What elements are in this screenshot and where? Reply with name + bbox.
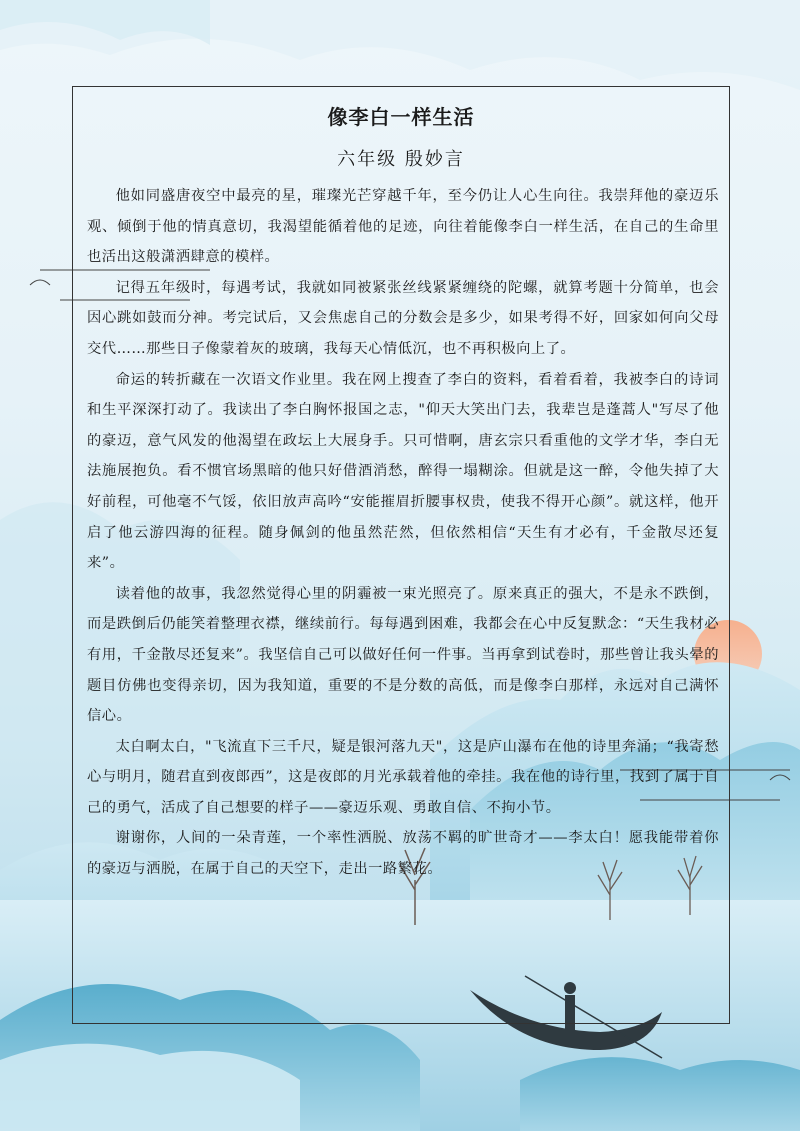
paragraph: 记得五年级时，每遇考试，我就如同被紧张丝线紧紧缠绕的陀螺，就算考题十分简单，也会因心跳如鼓而分神。考完试后，又会焦虑自己的分数会是多少，如果考得不好，回家如何向父母交代……那些日子像蒙着灰的玻璃，我每天心情低沉，也不再积极向上了。	[87, 279, 719, 357]
content-frame	[72, 86, 730, 1024]
mountain-bottom-right	[520, 1057, 800, 1131]
page-title: 像李白一样生活	[327, 105, 475, 129]
author-line: 六年级 殷妙言	[337, 149, 465, 170]
paragraph: 命运的转折藏在一次语文作业里。我在网上搜查了李白的资料，看着看着，我被李白的诗词和生平深深打动了。我读出了李白胸怀报国之志，"仰天大笑出门去，我辈岂是蓬蒿人"写尽了他的豪迈，意气风发的他渴望在政坛上大展身手。只可惜啊，唐玄宗只看重他的文学才华，李白无法施展抱负。看不惯官场黑暗的他只好借酒消愁，醉得一塌糊涂。但就是这一醉，令他失掉了大好前程，可他毫不气馁，依旧放声高吟“安能摧眉折腰事权贵，使我不得开心颜”。就这样，他开启了他云游四海的征程。随身佩剑的他虽然茫然，但依然相信“天生有才必有，千金散尽还复来”。	[87, 371, 719, 572]
paragraph: 太白啊太白，"飞流直下三千尺，疑是银河落九天"，这是庐山瀑布在他的诗里奔涌；“我寄愁心与明月，随君直到夜郎西”，这是夜郎的月光承载着他的牵挂。我在他的诗行里，找到了属于自己的勇气，活成了自己想要的样子——豪迈乐观、勇敢自信、不拘小节。	[87, 738, 719, 816]
paragraph: 他如同盛唐夜空中最亮的星，璀璨光芒穿越千年，至今仍让人心生向往。我崇拜他的豪迈乐观、倾倒于他的情真意切，我渴望能循着他的足迹，向往着能像李白一样生活，在自己的生命里也活出这般潇洒肆意的模样。	[87, 188, 719, 266]
paragraph: 读着他的故事，我忽然觉得心里的阴霾被一束光照亮了。原来真正的强大，不是永不跌倒，而是跌倒后仍能笑着整理衣襟，继续前行。每每遇到困难，我都会在心中反复默念：“天生我材必有用，千金散尽还复来”。我坚信自己可以做好任何一件事。当再拿到试卷时，那些曾让我头晕的题目仿佛也变得亲切，因为我知道，重要的不是分数的高低，而是像李白那样，永远对自己满怀信心。	[87, 585, 719, 725]
essay-body	[87, 181, 719, 885]
paragraph: 谢谢你，人间的一朵青莲，一个率性洒脱、放荡不羁的旷世奇才——李太白！愿我能带着你的豪迈与洒脱，在属于自己的天空下，走出一路繁花。	[87, 830, 719, 878]
